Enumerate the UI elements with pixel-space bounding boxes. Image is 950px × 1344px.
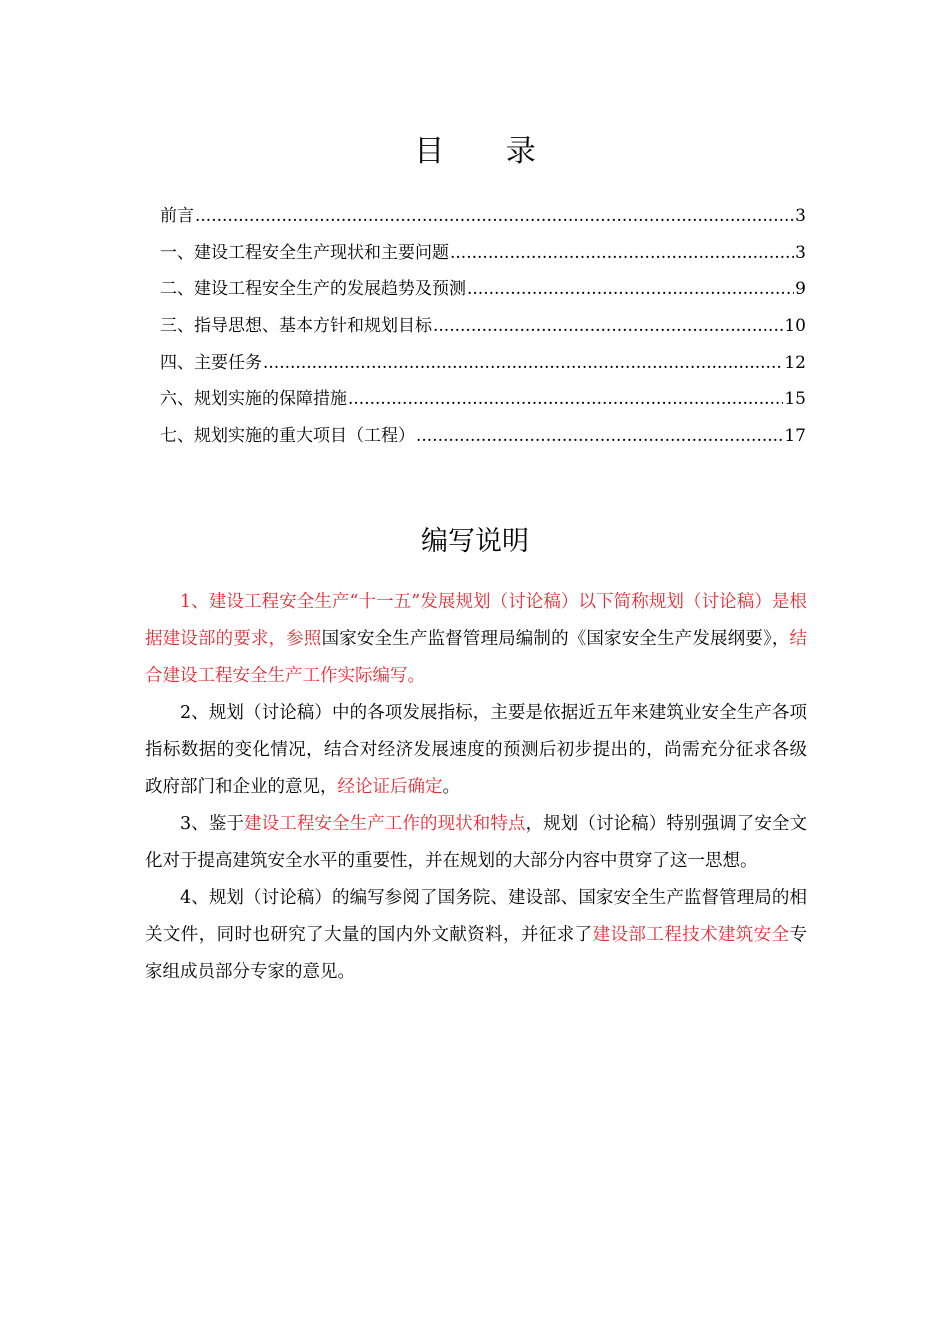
- note-paragraph-1: [145, 584, 807, 695]
- highlighted-text: 结合建设工程安全生产工作实际编写。: [145, 629, 808, 686]
- toc-leader-dots: [433, 308, 783, 344]
- toc-entry[interactable]: [160, 271, 806, 308]
- toc-entry-page: 3: [795, 242, 806, 263]
- highlighted-text: 建设工程安全生产工作的现状和特点: [244, 814, 526, 834]
- notes-body: [145, 584, 807, 991]
- toc-entry-page: 15: [784, 389, 806, 410]
- toc-entry-label: 三、指导思想、基本方针和规划目标: [160, 316, 432, 337]
- toc-title: 目 录: [414, 134, 562, 169]
- note-paragraph-4: [145, 880, 807, 991]
- note-paragraph-3: [145, 806, 807, 880]
- toc-entry-label: 前言: [160, 206, 194, 226]
- toc-leader-dots: [195, 198, 794, 234]
- paragraph-text: 4、规划（讨论稿）的编写参阅了国务院、建设部、国家安全生产监督管理局的相关文件，同时也研究了大量的国内外文献资料，并征求了: [145, 888, 807, 945]
- toc-leader-dots: [450, 235, 794, 271]
- paragraph-text: 2、规划（讨论稿）中的各项发展指标，主要是依据近五年来建筑业安全生产各项指标数据的变化情况，结合对经济发展速度的预测后初步提出的，尚需充分征求各级政府部门和企业的意见，: [145, 703, 807, 797]
- toc-entry[interactable]: [160, 198, 806, 235]
- note-paragraph-2: [145, 695, 807, 806]
- toc-entry[interactable]: [160, 381, 806, 418]
- toc-entry-label: 六、规划实施的保障措施: [160, 389, 347, 410]
- toc-entry[interactable]: [160, 308, 806, 345]
- toc-entry-label: 二、建设工程安全生产的发展趋势及预测: [160, 279, 466, 300]
- highlighted-text: 经论证后确定: [337, 777, 443, 797]
- note-number: 1、: [180, 592, 209, 612]
- paragraph-text: 国家安全生产监督管理局编制的《国家安全生产发展纲要》，: [321, 629, 790, 649]
- toc-entry-page: 9: [795, 279, 806, 300]
- toc-entry-label: 一、建设工程安全生产现状和主要问题: [160, 242, 449, 263]
- toc-entry-label: 四、主要任务: [160, 352, 262, 373]
- toc-entry[interactable]: [160, 418, 806, 455]
- toc-entry[interactable]: [160, 235, 806, 272]
- toc-leader-dots: [263, 345, 783, 381]
- paragraph-text: 专家组成员部分专家的意见。: [145, 925, 808, 982]
- toc-leader-dots: [416, 418, 783, 454]
- toc-leader-dots: [348, 381, 783, 417]
- toc-entry-page: 12: [784, 352, 806, 373]
- highlighted-text: 建设部工程技术建筑安全: [592, 925, 790, 945]
- section-title: 编写说明: [421, 526, 529, 557]
- table-of-contents: [160, 198, 806, 455]
- highlighted-text: 建设工程安全生产“十一五”发展规划（讨论稿）以下简称规划（讨论稿）是根据建设部的要求，参照: [145, 592, 808, 649]
- paragraph-text: 。: [442, 777, 460, 797]
- paragraph-text: 3、鉴于: [180, 814, 245, 834]
- toc-entry-page: 10: [784, 316, 806, 337]
- toc-entry-page: 17: [784, 426, 806, 447]
- toc-entry-page: 3: [795, 206, 806, 226]
- toc-entry-label: 七、规划实施的重大项目（工程）: [160, 426, 415, 447]
- toc-leader-dots: [467, 271, 794, 307]
- paragraph-text: ，规划（讨论稿）特别强调了安全文化对于提高建筑安全水平的重要性，并在规划的大部分内容中贯穿了这一思想。: [145, 814, 808, 871]
- toc-entry[interactable]: [160, 345, 806, 382]
